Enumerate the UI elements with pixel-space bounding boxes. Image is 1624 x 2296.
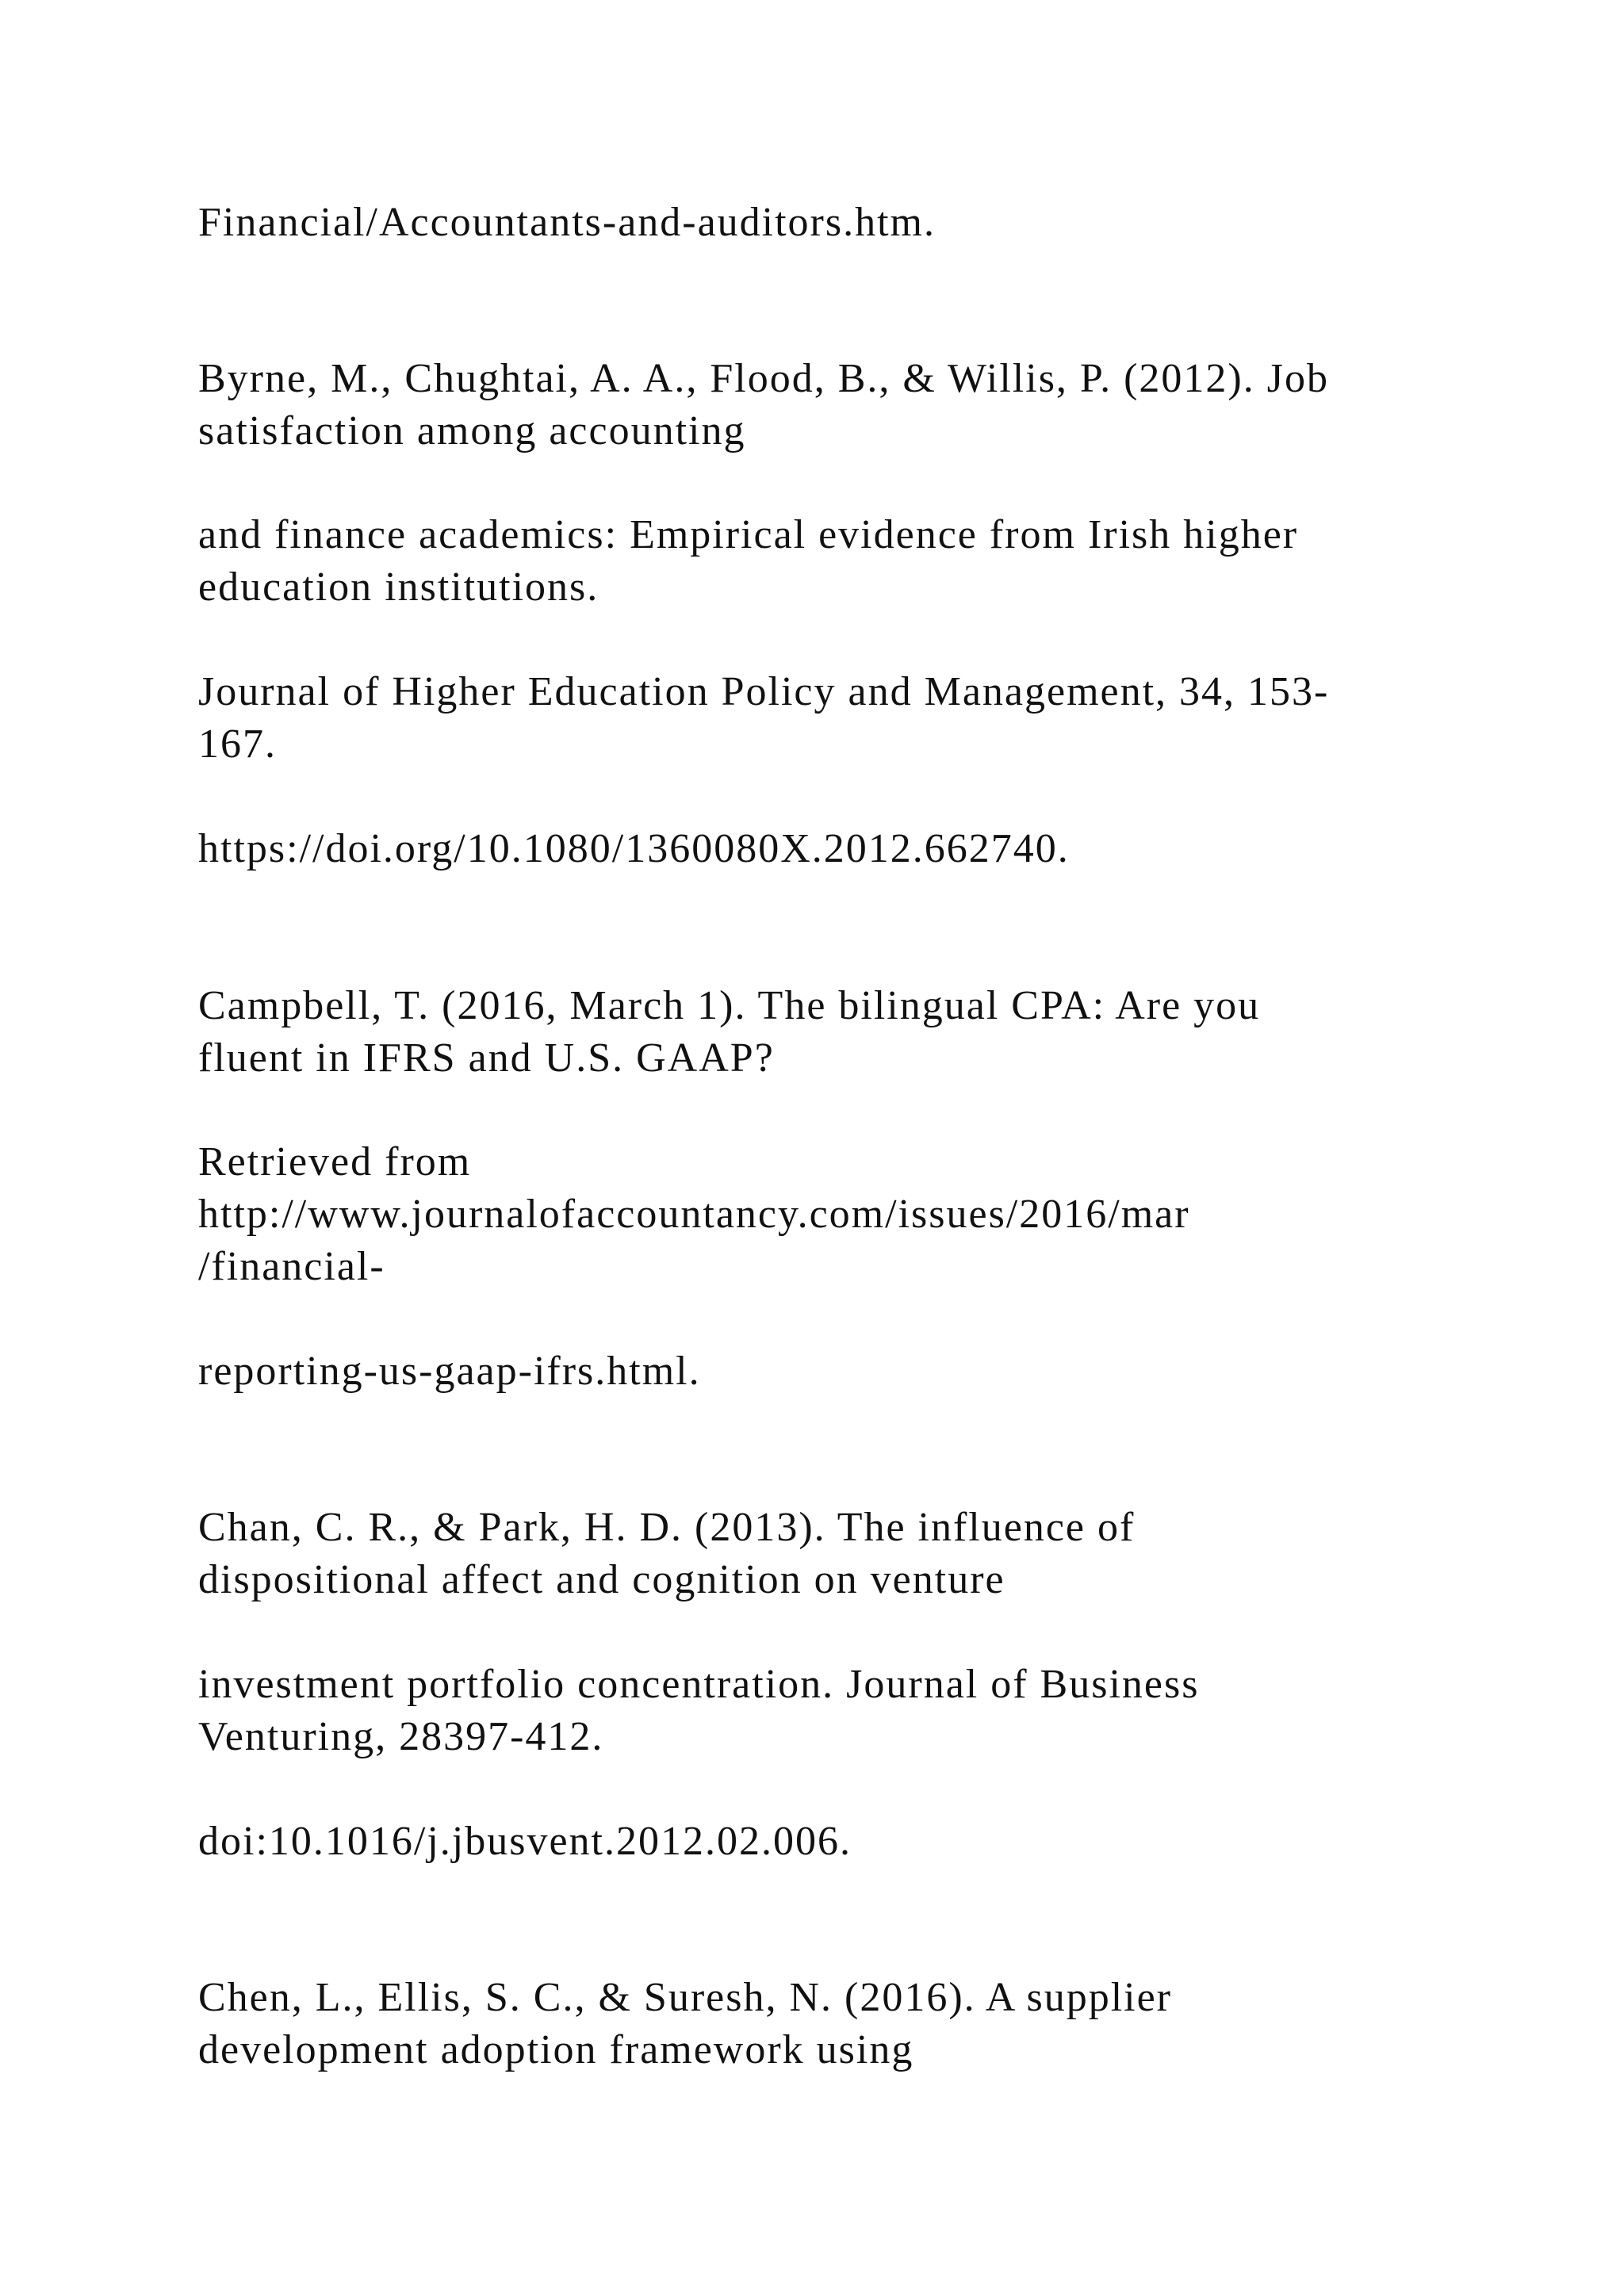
reference-line: https://doi.org/10.1080/1360080X.2012.662740. xyxy=(198,826,1070,871)
reference-line: dispositional affect and cognition on venture xyxy=(198,1557,1005,1602)
reference-line: Financial/Accountants-and-auditors.htm. xyxy=(198,200,936,245)
reference-line: 167. xyxy=(198,721,277,767)
reference-line: Campbell, T. (2016, March 1). The bilingual CPA: Are you xyxy=(198,983,1261,1028)
reference-line: Chan, C. R., & Park, H. D. (2013). The influence of xyxy=(198,1505,1136,1550)
reference-line: Retrieved from xyxy=(198,1139,472,1184)
reference-line: Chen, L., Ellis, S. C., & Suresh, N. (2016). A supplier xyxy=(198,1975,1172,2020)
reference-line: education institutions. xyxy=(198,564,599,610)
reference-line: and finance academics: Empirical evidence from Irish higher xyxy=(198,512,1299,557)
reference-line: Journal of Higher Education Policy and Management, 34, 153- xyxy=(198,669,1330,714)
reference-line: Venturing, 28397-412. xyxy=(198,1714,604,1759)
reference-line: fluent in IFRS and U.S. GAAP? xyxy=(198,1035,775,1081)
reference-line: development adoption framework using xyxy=(198,2027,914,2072)
reference-line: /financial- xyxy=(198,1244,385,1289)
reference-line: Byrne, M., Chughtai, A. A., Flood, B., & Willis, P. (2012). Job xyxy=(198,356,1329,401)
reference-line: http://www.journalofaccountancy.com/issues/2016/mar xyxy=(198,1192,1190,1237)
reference-line: reporting-us-gaap-ifrs.html. xyxy=(198,1349,701,1394)
reference-line: doi:10.1016/j.jbusvent.2012.02.006. xyxy=(198,1819,852,1864)
reference-line: satisfaction among accounting xyxy=(198,408,746,453)
reference-line: investment portfolio concentration. Journal of Business xyxy=(198,1662,1200,1707)
